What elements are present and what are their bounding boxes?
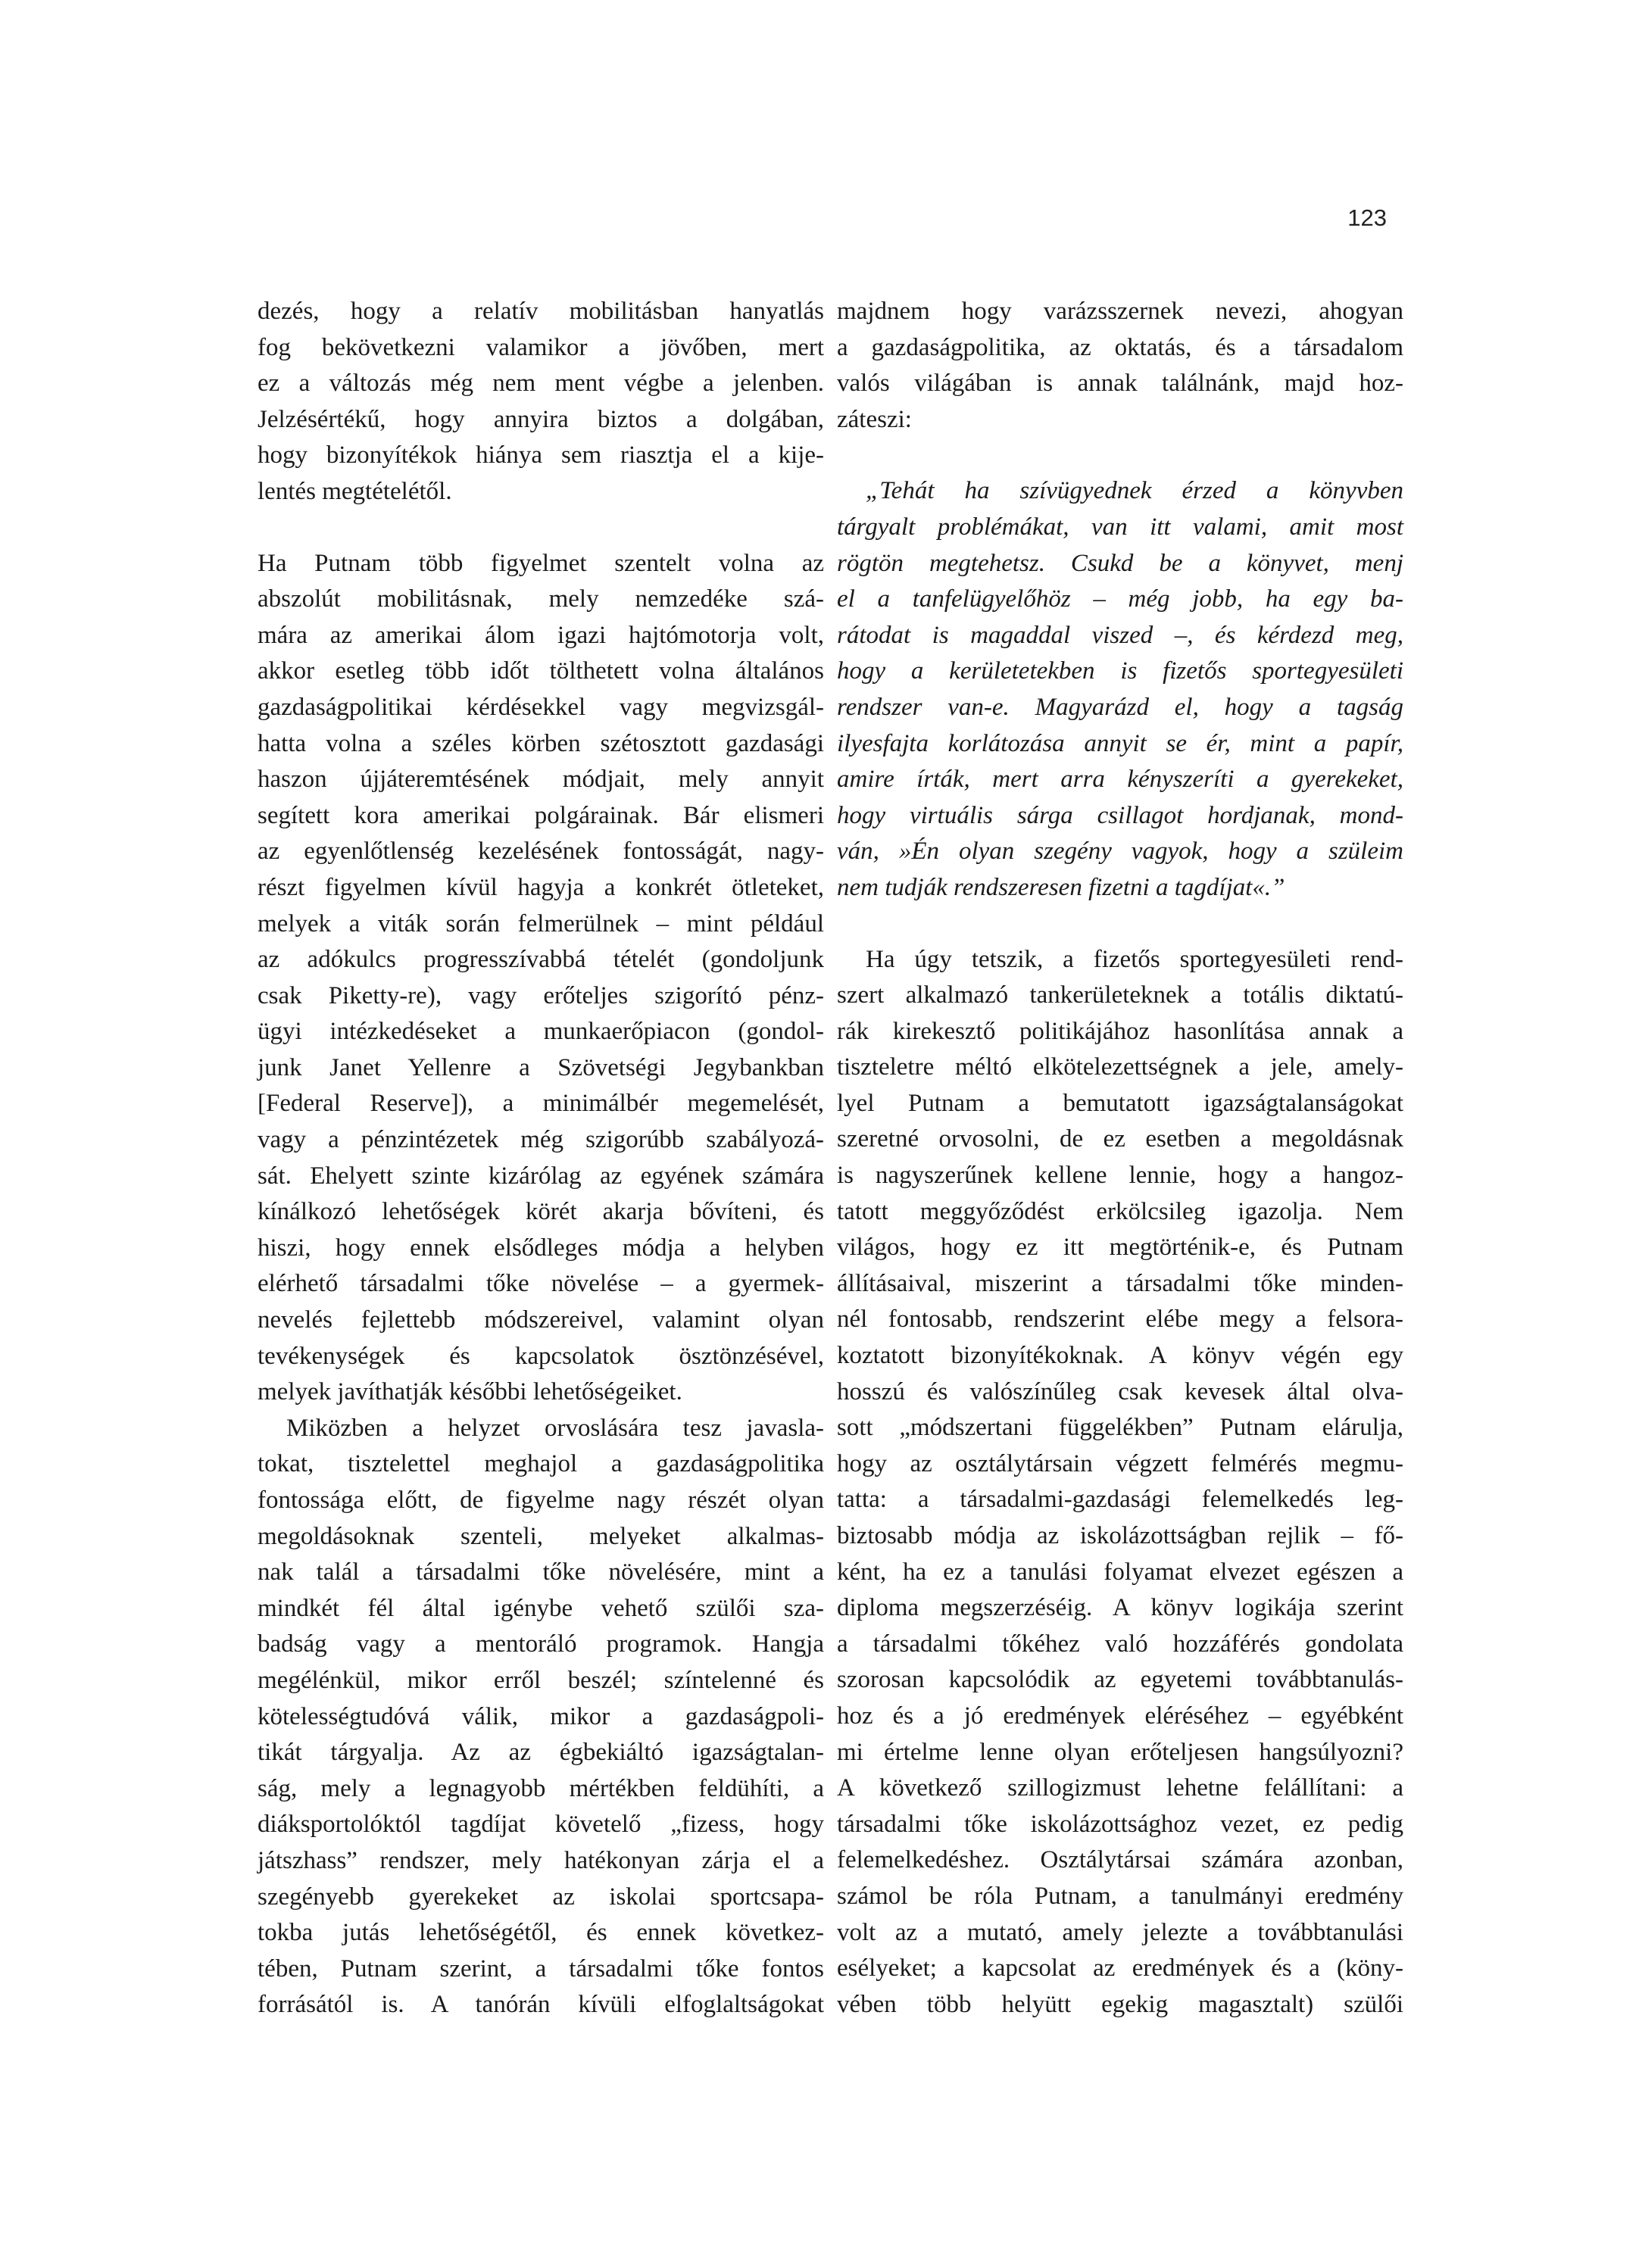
- text-line: rögtön megtehetsz. Csukd be a könyvet, menj: [837, 549, 1403, 577]
- text-line: A következő szillogizmust lehetne felállítani: a: [837, 1774, 1403, 1802]
- text-line: nevelés fejlettebb módszereivel, valamint olyan: [258, 1306, 824, 1334]
- text-line: lyel Putnam a bemutatott igazságtalanságokat: [837, 1089, 1403, 1117]
- text-line: ként, ha ez a tanulási folyamat elvezet egészen a: [837, 1558, 1403, 1586]
- text-line: rátodat is magaddal viszed –, és kérdezd meg,: [837, 621, 1403, 649]
- text-line: rendszer van-e. Magyarázd el, hogy a tagság: [837, 693, 1403, 721]
- text-line: szert alkalmazó tankerületeknek a totális diktatú-: [837, 981, 1403, 1009]
- text-line: Ha Putnam több figyelmet szentelt volna az: [258, 549, 824, 577]
- text-line: szeretné orvosolni, de ez esetben a megoldásnak: [837, 1125, 1403, 1153]
- text-line: is nagyszerűnek kellene lennie, hogy a hangoz-: [837, 1162, 1403, 1190]
- text-line: ván, »Én olyan szegény vagyok, hogy a szüleim: [837, 838, 1403, 866]
- text-line: kötelességtudóvá válik, mikor a gazdaságpoli-: [258, 1702, 824, 1730]
- text-line: nem tudják rendszeresen fizetni a tagdíjat«.”: [837, 873, 1285, 901]
- text-line: diáksportolóktól tagdíjat követelő „fizess, hogy: [258, 1811, 824, 1839]
- text-line: mindkét fél által igénybe vehető szülői sza-: [258, 1594, 824, 1622]
- text-line: diploma megszerzéséig. A könyv logikája szerint: [837, 1594, 1403, 1622]
- text-line: Miközben a helyzet orvoslására tesz javasla-: [286, 1414, 824, 1442]
- text-line: nak talál a társadalmi tőke növelésére, mint a: [258, 1558, 824, 1586]
- text-line: el a tanfelügyelőhöz – még jobb, ha egy ba-: [837, 585, 1403, 613]
- text-line: volt az a mutató, amely jelezte a továbbtanulási: [837, 1918, 1403, 1946]
- text-line: gazdaságpolitikai kérdésekkel vagy megvizsgál-: [258, 693, 824, 721]
- text-line: akkor esetleg több időt tölthetett volna általános: [258, 657, 824, 685]
- text-line: szorosan kapcsolódik az egyetemi továbbtanulás-: [837, 1666, 1403, 1694]
- text-line: junk Janet Yellenre a Szövetségi Jegybankban: [258, 1053, 824, 1081]
- text-line: megélénkül, mikor erről beszél; színtelenné és: [258, 1666, 824, 1694]
- text-line: tiszteletre méltó elkötelezettségnek a jele, amely-: [837, 1053, 1403, 1081]
- paragraph: [258, 546, 824, 1411]
- text-line: fog bekövetkezni valamikor a jövőben, mert: [258, 333, 824, 361]
- text-line: abszolút mobilitásnak, mely nemzedéke szá-: [258, 585, 824, 613]
- text-line: amire írták, mert arra kényszeríti a gyerekeket,: [837, 766, 1403, 794]
- text-line: a társadalmi tőkéhez való hozzáférés gondolata: [837, 1630, 1403, 1658]
- text-line: esélyeket; a kapcsolat az eredmények és a (köny-: [837, 1954, 1403, 1983]
- text-line: hiszi, hogy ennek elsődleges módja a helyben: [258, 1234, 824, 1262]
- text-line: elérhető társadalmi tőke növelése – a gyermek-: [258, 1270, 824, 1298]
- text-line: lentés megtételétől.: [258, 477, 452, 505]
- text-line: segített kora amerikai polgárainak. Bár elismeri: [258, 801, 824, 829]
- text-line: rák kirekesztő politikájához hasonlítása annak a: [837, 1017, 1403, 1045]
- text-line: felemelkedéshez. Osztálytársai számára azonban,: [837, 1846, 1403, 1874]
- text-line: hoz és a jó eredmények eléréséhez – egyébként: [837, 1702, 1403, 1730]
- text-line: állításaival, miszerint a társadalmi tőke minden-: [837, 1269, 1403, 1297]
- text-line: hosszú és valószínűleg csak kevesek által olva-: [837, 1377, 1403, 1405]
- page-number: 123: [1347, 204, 1387, 231]
- text-line: záteszi:: [837, 405, 912, 433]
- text-line: tatott meggyőződést erkölcsileg igazolja. Nem: [837, 1197, 1403, 1225]
- paragraph: [258, 294, 824, 510]
- text-line: forrásától is. A tanórán kívüli elfoglaltságokat: [258, 1991, 824, 2019]
- text-line: a gazdaságpolitika, az oktatás, és a társadalom: [837, 333, 1403, 361]
- text-line: tokat, tisztelettel meghajol a gazdaságpolitika: [258, 1450, 824, 1478]
- text-line: hogy az osztálytársain végzett felmérés megmu-: [837, 1449, 1403, 1477]
- text-line: dezés, hogy a relatív mobilitásban hanyatlás: [258, 298, 824, 325]
- text-line: hogy virtuális sárga csillagot hordjanak, mond-: [837, 801, 1403, 829]
- paragraph: [837, 942, 1403, 2023]
- text-line: majdnem hogy varázsszernek nevezi, ahogyan: [837, 298, 1403, 325]
- left-column: [258, 294, 824, 2023]
- text-line: csak Piketty-re), vagy erőteljes szigorító pénz-: [258, 981, 824, 1009]
- text-line: melyek javíthatják későbbi lehetőségeiket.: [258, 1378, 682, 1406]
- text-line: fontossága előtt, de figyelme nagy részét olyan: [258, 1487, 824, 1514]
- text-line: hatta volna a széles körben szétosztott gazdasági: [258, 729, 824, 757]
- text-line: sott „módszertani függelékben” Putnam elárulja,: [837, 1414, 1403, 1442]
- text-line: Jelzésértékű, hogy annyira biztos a dolgában,: [258, 405, 824, 433]
- text-line: kínálkozó lehetőségek körét akarja bővíteni, és: [258, 1198, 824, 1226]
- text-line: tokba jutás lehetőségétől, és ennek következ-: [258, 1919, 824, 1947]
- text-line: hogy a kerületetekben is fizetős sportegyesületi: [837, 657, 1403, 685]
- text-line: játszhass” rendszer, mely hatékonyan zárja el a: [258, 1846, 824, 1874]
- text-line: ügyi intézkedéseket a munkaerőpiacon (gondol-: [258, 1018, 824, 1046]
- text-line: biztosabb módja az iskolázottságban rejlik – fő-: [837, 1522, 1403, 1549]
- text-line: világos, hogy ez itt megtörténik-e, és Putnam: [837, 1234, 1403, 1262]
- text-line: valós világában is annak találnánk, majd hoz-: [837, 370, 1403, 398]
- text-line: az egyenlőtlenség kezelésének fontosságát, nagy-: [258, 838, 824, 866]
- text-line: tében, Putnam szerint, a társadalmi tőke fontos: [258, 1954, 824, 1983]
- text-line: tárgyalt problémákat, van itt valami, amit most: [837, 513, 1403, 541]
- text-line: ez a változás még nem ment végbe a jelenben.: [258, 370, 824, 398]
- text-line: tatta: a társadalmi-gazdasági felemelkedés leg-: [837, 1486, 1403, 1514]
- text-line: tikát tárgyalja. Az az égbekiáltó igazságtalan-: [258, 1739, 824, 1767]
- text-line: társadalmi tőke iskolázottsághoz vezet, ez pedig: [837, 1810, 1403, 1838]
- text-line: badság vagy a mentoráló programok. Hangja: [258, 1630, 824, 1658]
- right-column: [837, 294, 1403, 2023]
- text-line: „Tehát ha szívügyednek érzed a könyvben: [866, 477, 1403, 505]
- text-line: tevékenységek és kapcsolatok ösztönzésével,: [258, 1342, 824, 1370]
- text-line: melyek a viták során felmerülnek – mint például: [258, 909, 824, 937]
- text-line: koztatott bizonyítékoknak. A könyv végén egy: [837, 1342, 1403, 1370]
- text-line: szegényebb gyerekeket az iskolai sportcsapa-: [258, 1883, 824, 1911]
- text-line: [Federal Reserve]), a minimálbér megemelését,: [258, 1090, 824, 1118]
- text-line: számol be róla Putnam, a tanulmányi eredmény: [837, 1882, 1403, 1910]
- text-line: megoldásoknak szenteli, melyeket alkalmas-: [258, 1522, 824, 1550]
- paragraph: [258, 1411, 824, 2023]
- text-line: ság, mely a legnagyobb mértékben feldühíti, a: [258, 1774, 824, 1802]
- text-line: mára az amerikai álom igazi hajtómotorja volt,: [258, 621, 824, 649]
- text-line: vagy a pénzintézetek még szigorúbb szabályozá-: [258, 1126, 824, 1154]
- text-line: haszon újjáteremtésének módjait, mely annyit: [258, 766, 824, 794]
- text-line: az adókulcs progresszívabbá tételét (gondoljunk: [258, 946, 824, 974]
- text-line: vében több helyütt egekig magasztalt) szülői: [837, 1990, 1403, 2018]
- text-line: nél fontosabb, rendszerint elébe megy a felsora-: [837, 1306, 1403, 1334]
- block-quote: [837, 473, 1403, 906]
- text-line: sát. Ehelyett szinte kizárólag az egyének számára: [258, 1162, 824, 1190]
- text-line: hogy bizonyítékok hiánya sem riasztja el a kije-: [258, 441, 824, 470]
- paragraph: [837, 294, 1403, 438]
- text-line: mi értelme lenne olyan erőteljesen hangsúlyozni?: [837, 1738, 1403, 1766]
- text-line: részt figyelmen kívül hagyja a konkrét ötleteket,: [258, 873, 824, 901]
- text-line: ilyesfajta korlátozása annyit se ér, mint a papír,: [837, 729, 1403, 757]
- text-line: Ha úgy tetszik, a fizetős sportegyesületi rend-: [866, 945, 1403, 973]
